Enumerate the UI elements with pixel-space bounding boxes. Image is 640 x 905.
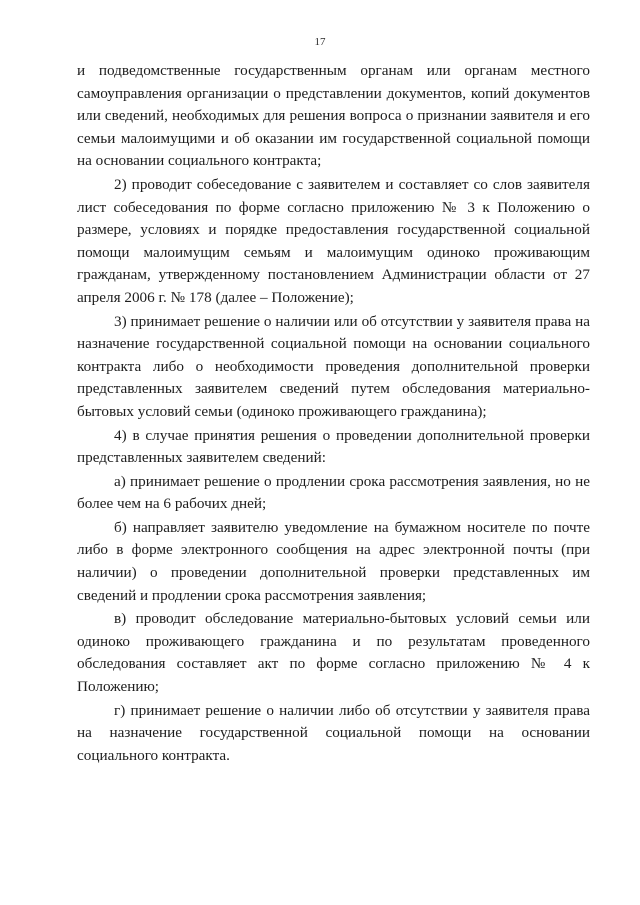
paragraph-item-4: 4) в случае принятия решения о проведении дополнительной проверки представленных заявителем сведений: — [77, 426, 590, 467]
paragraph-item-3: 3) принимает решение о наличии или об отсутствии у заявителя права на назначение государственной социальной помощи на основании социального контракта либо о необходимости проведения дополнительной проверки представленных заявителем сведений путем обследования материально-бытовых условий семьи (одиноко проживающего гражданина); — [77, 312, 590, 420]
paragraph-subitem-b: б) направляет заявителю уведомление на бумажном носителе по почте либо в форме электронного сообщения на адрес электронной почты (при наличии) о проведении дополнительной проверки представленных им сведений и продлении срока рассмотрения заявления; — [77, 518, 590, 604]
paragraph-subitem-v: в) проводит обследование материально-бытовых условий семьи или одиноко проживающего гражданина и по результатам проведенного обследования составляет акт по форме согласно приложению № 4 к Положению; — [77, 610, 590, 696]
paragraph-continuation: и подведомственные государственным органам или органам местного самоуправления организации о представлении документов, копий документов или сведений, необходимых для решения вопроса о признании заявителя и его семьи малоимущими и об оказании им государственной социальной помощи на основании социального контракта; — [77, 62, 590, 170]
document-body — [77, 60, 590, 768]
paragraph-subitem-a: а) принимает решение о продлении срока рассмотрения заявления, но не более чем на 6 рабочих дней; — [77, 472, 590, 513]
paragraph-subitem-g: г) принимает решение о наличии либо об отсутствии у заявителя права на назначение государственной социальной помощи на основании социального контракта. — [77, 701, 590, 764]
paragraph-item-2: 2) проводит собеседование с заявителем и составляет со слов заявителя лист собеседования по форме согласно приложению № 3 к Положению о размере, условиях и порядке предоставления государственной социальной помощи малоимущим семьям и малоимущим одиноко проживающим гражданам, утвержденному постановлением Администрации области от 27 апреля 2006 г. № 178 (далее – Положение); — [77, 175, 590, 306]
page-number: 17 — [314, 36, 326, 48]
